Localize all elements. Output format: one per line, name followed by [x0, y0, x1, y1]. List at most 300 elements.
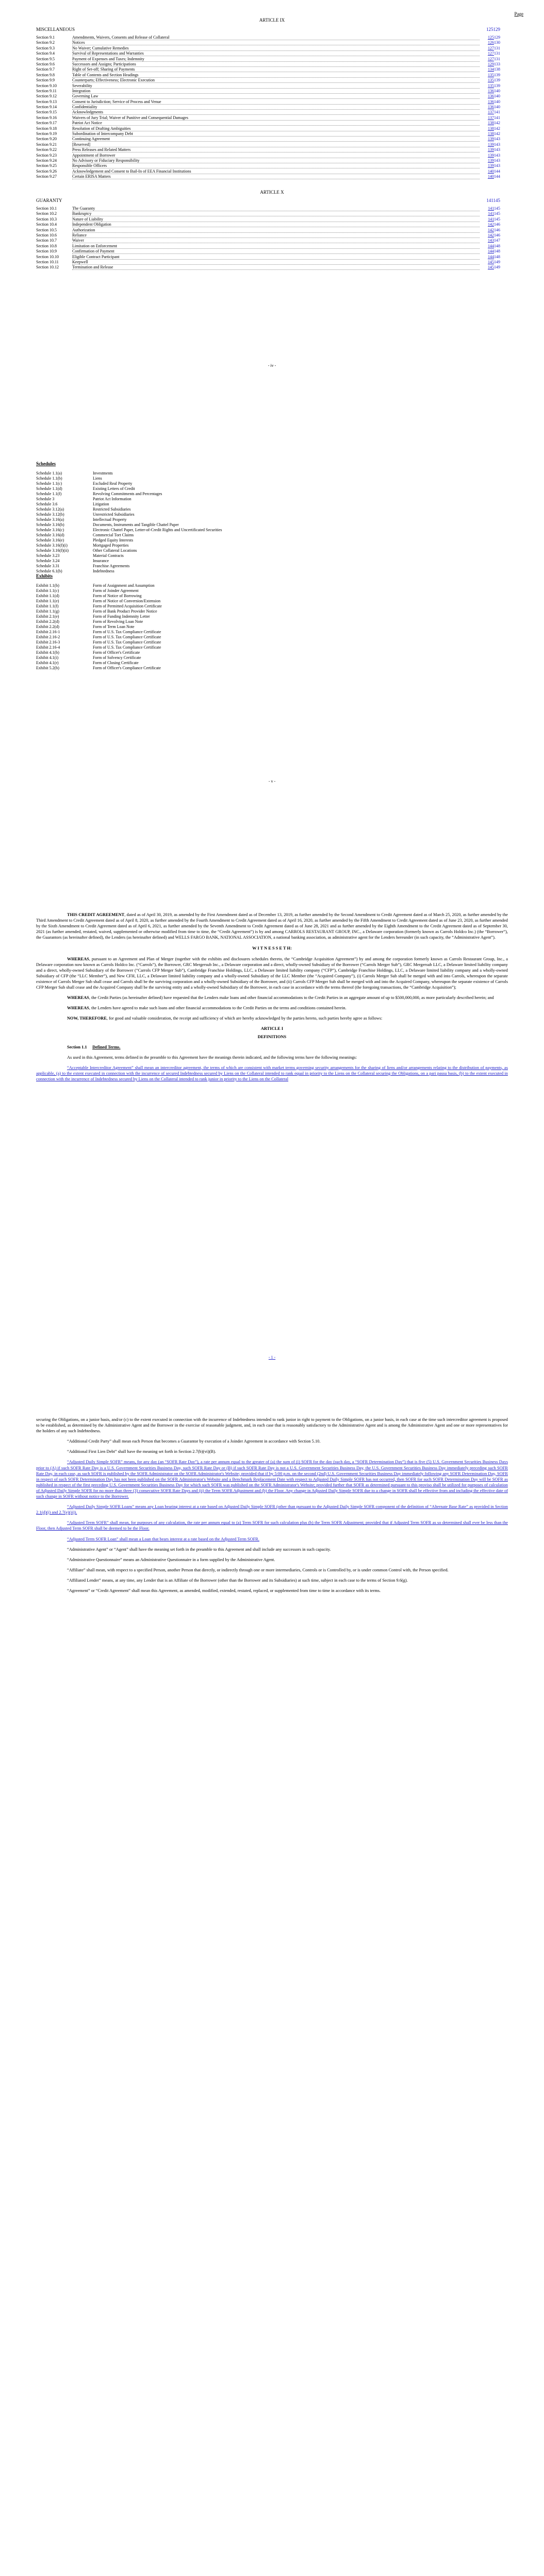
toc-section-number: Section 10.12	[36, 265, 59, 270]
schedule-description: Franchise Agreements	[93, 564, 130, 569]
exhibit-description: Form of U.S. Tax Compliance Certificate	[93, 645, 161, 650]
toc-section-number: Section 9.26	[36, 168, 57, 174]
toc-page-number[interactable]: 126130	[488, 40, 500, 45]
witnesseth: W I T N E S S E T H:	[252, 946, 292, 951]
toc-page-number[interactable]: 142146	[488, 232, 500, 238]
exhibit-row	[36, 645, 500, 650]
toc-section-title: Bankruptcy	[72, 211, 92, 216]
article10-toc	[36, 206, 500, 270]
toc-section-title: Successors and Assigns; Participations	[72, 61, 136, 66]
exhibit-row	[36, 640, 500, 645]
exhibit-row	[36, 650, 500, 655]
toc-row[interactable]	[36, 110, 500, 115]
article10-heading-page: 141145	[486, 198, 500, 203]
whereas-2: WHEREAS, the Credit Parties (as hereinafter defined) have requested that the Lenders make loans and other financial accommodations to the Credit Parties in an aggregate amount of up to $500,000,000, as more particularly described herein; and	[67, 995, 494, 1001]
schedule-row	[36, 548, 500, 553]
exhibit-description: Form of Permitted Acquisition Certificate	[93, 604, 162, 609]
toc-row[interactable]	[36, 94, 500, 99]
exhibit-row	[36, 588, 500, 594]
toc-row[interactable]	[36, 158, 500, 163]
toc-row[interactable]	[36, 57, 500, 62]
toc-section-number: Section 9.20	[36, 137, 57, 142]
toc-row[interactable]	[36, 78, 500, 83]
toc-page-number[interactable]: 136140	[488, 99, 500, 104]
toc-section-number: Section 9.8	[36, 72, 55, 77]
toc-page-number[interactable]: 137141	[488, 115, 500, 120]
page-label: Page	[514, 11, 523, 16]
toc-section-title: Resolution of Drafting Ambiguities	[72, 126, 131, 131]
section-1-1-heading: Section 1.1 Defined Terms.	[67, 1044, 121, 1049]
toc-page-number[interactable]: 140144	[488, 174, 500, 179]
schedule-description: Insurance	[93, 558, 109, 564]
toc-section-title: Keepwell	[72, 259, 88, 264]
toc-section-title: Appointment of Borrower	[72, 152, 116, 158]
toc-row[interactable]	[36, 249, 500, 254]
toc-row[interactable]	[36, 255, 500, 260]
schedule-description: Commercial Tort Claims	[93, 533, 134, 538]
def-affiliated-lender: “Affiliated Lender” means, at any time, any Lender that is an Affiliate of the Borrower (other than the Borrower and its Subsidiaries) at such time, subject in each case to the terms of Section 9.6(g).	[67, 1578, 408, 1583]
toc-section-number: Section 9.24	[36, 158, 57, 163]
toc-section-number: Section 10.5	[36, 227, 57, 232]
exhibit-id: Exhibit 1.1(b)	[36, 583, 59, 588]
schedule-description: Revolving Commitments and Percentages	[93, 492, 162, 497]
exhibit-id: Exhibit 2.16-2	[36, 635, 60, 640]
exhibit-id: Exhibit 1.1(g)	[36, 609, 59, 614]
exhibit-description: Form of U.S. Tax Compliance Certificate	[93, 635, 161, 640]
schedule-id: Schedule 3.16(f)(ii)	[36, 548, 69, 553]
exhibit-row	[36, 614, 500, 619]
schedule-description: Liens	[93, 476, 102, 481]
toc-section-number: Section 10.4	[36, 222, 57, 227]
exhibit-row	[36, 635, 500, 640]
toc-section-title: Notices	[72, 40, 85, 45]
toc-section-title: Acknowledgments	[72, 110, 103, 115]
toc-row[interactable]	[36, 83, 500, 89]
toc-page-number[interactable]: 127131	[488, 56, 500, 61]
toc-page-number[interactable]: 141145	[488, 216, 500, 222]
toc-page-number[interactable]: 145149	[488, 265, 500, 270]
toc-section-title: Governing Law	[72, 94, 98, 99]
schedule-id: Schedule 3.24	[36, 558, 60, 564]
schedule-description: Existing Letters of Credit	[93, 486, 135, 492]
def-administrative-questionnaire: “Administrative Questionnaire” means an Administrative Questionnaire in a form supplied by the Administrative Agent.	[67, 1557, 275, 1562]
toc-section-title: Limitation on Enforcement	[72, 243, 118, 248]
toc-row[interactable]	[36, 169, 500, 174]
toc-page-number[interactable]: 138142	[488, 121, 500, 126]
definitions-page-2	[36, 1417, 508, 1598]
toc-page-number[interactable]: 127131	[488, 51, 500, 56]
toc-row[interactable]	[36, 174, 500, 179]
toc-section-number: Section 10.2	[36, 211, 57, 216]
toc-row[interactable]	[36, 62, 500, 67]
toc-section-title: Press Releases and Related Matters	[72, 147, 131, 152]
toc-row[interactable]	[36, 105, 500, 110]
schedules-section	[36, 461, 500, 574]
toc-page-number[interactable]: 136140	[488, 94, 500, 99]
toc-section-title: Continuing Agreement	[72, 137, 110, 142]
schedule-description: Mortgaged Properties	[93, 543, 129, 548]
exhibit-description: Form of Notice of Conversion/Extension	[93, 599, 161, 604]
article9-title: ARTICLE IX	[259, 18, 285, 23]
toc-page-number[interactable]: 143147	[488, 238, 500, 243]
exhibit-row	[36, 583, 500, 588]
toc-page-number[interactable]: 138142	[488, 126, 500, 131]
toc-row[interactable]	[36, 217, 500, 222]
schedule-row	[36, 497, 500, 502]
toc-page-number[interactable]: 139143	[488, 163, 500, 168]
toc-page-number[interactable]: 129133	[488, 61, 500, 66]
toc-section-title: Confidentiality	[72, 105, 97, 110]
toc-page-number[interactable]: 142146	[488, 227, 500, 232]
toc-section-title: Subordination of Intercompany Debt	[72, 131, 133, 137]
exhibit-row	[36, 655, 500, 660]
toc-section-number: Section 9.17	[36, 121, 57, 126]
toc-section-title: No Advisory or Fiduciary Responsibility	[72, 158, 140, 163]
exhibit-description: Form of Officer's Compliance Certificate	[93, 666, 161, 671]
toc-page-number[interactable]: 144148	[488, 243, 500, 248]
toc-row[interactable]	[36, 211, 500, 216]
toc-row[interactable]	[36, 46, 500, 51]
toc-page-number[interactable]: 138142	[488, 131, 500, 137]
exhibit-row	[36, 619, 500, 624]
schedule-description: Excluded Real Property	[93, 481, 133, 486]
schedule-row	[36, 486, 500, 492]
toc-row[interactable]	[36, 137, 500, 142]
toc-row[interactable]	[36, 228, 500, 233]
whereas-3: WHEREAS, the Lenders have agreed to make such loans and other financial accommodations to the Credit Parties on the terms and conditions contained herein.	[67, 1006, 347, 1011]
schedule-description: Electronic Chattel Paper, Letter-of-Credit Rights and Uncertificated Securities	[93, 528, 222, 533]
toc-section-title: Table of Contents and Section Headings	[72, 72, 139, 77]
article1-title: ARTICLE I	[260, 1026, 284, 1031]
toc-row[interactable]	[36, 67, 500, 72]
exhibit-row	[36, 666, 500, 671]
toc-page-number[interactable]: 136140	[488, 105, 500, 110]
toc-row[interactable]	[36, 260, 500, 265]
exhibit-id: Exhibit 2.16-1	[36, 630, 60, 635]
toc-section-title: Amendments, Waivers, Consents and Release of Collateral	[72, 35, 170, 40]
exhibit-id: Exhibit 2.16-3	[36, 640, 60, 645]
exhibit-row	[36, 660, 500, 666]
exhibit-id: Exhibit 2.16-4	[36, 645, 60, 650]
schedule-id: Schedule 3	[36, 497, 55, 502]
toc-section-number: Section 9.6	[36, 61, 55, 66]
toc-section-title: Authorization	[72, 227, 95, 232]
exhibit-id: Exhibit 4.1(r)	[36, 660, 59, 666]
exhibits-heading: Exhibits	[36, 573, 53, 579]
toc-page-number[interactable]: 139143	[488, 142, 500, 147]
toc-section-number: Section 9.27	[36, 174, 57, 179]
toc-page-number[interactable]: 135139	[488, 83, 500, 88]
toc-section-title: Severability	[72, 83, 92, 88]
toc-section-title: Waiver	[72, 238, 84, 243]
toc-page-number[interactable]: 127131	[488, 45, 500, 50]
toc-section-number: Section 9.25	[36, 163, 57, 168]
toc-section-number: Section 10.10	[36, 254, 59, 259]
intro-paragraph: THIS CREDIT AGREEMENT, dated as of April 30, 2019, as amended by the First Amendment dated as of December 13, 2019, as further amended by the Second Amendment to Credit Agreement dated as of March 25, 2020, as further amended by the Third Amendment to Credit Agreement dated as of April 8, 2020, as further amended by the Fourth Amendment to Credit Agreement dated as of April 16, 2020, as further amended by the Fifth Amendment to Credit Agreement dated as of June 23, 2020, as further amended by the Sixth Amendment to Credit Agreement dated as of April 6, 2021, as further amended by the Seventh Amendment to Credit Agreement dated as of June 28, 2021 and as further amended by the Eighth Amendment to the Credit Agreement dated as of September 30, 2021 (as further amended, restated, waived, supplemented or otherwise modified from time to time, the “Credit Agreement”) is by and among CARROLS RESTAURANT GROUP, INC., a Delaware corporation (formerly known as Carrols Holdco Inc.) (the “Borrower”), the Guarantors (as hereinafter defined), the Lenders (as hereinafter defined) and WELLS FARGO BANK, NATIONAL ASSOCIATION, a national banking association, as administrative agent for the Lenders hereunder (in such capacity, the “Administrative Agent”).	[36, 912, 508, 940]
toc-section-number: Section 9.15	[36, 110, 57, 115]
agreement-body	[36, 912, 508, 1087]
exhibit-row	[36, 604, 500, 609]
schedule-row	[36, 512, 500, 517]
schedule-description: Restricted Subsidiaries	[93, 507, 131, 512]
exhibit-description: Form of Joinder Agreement	[93, 588, 139, 594]
toc-section-title: Right of Set-off; Sharing of Payments	[72, 67, 135, 72]
toc-section-number: Section 9.11	[36, 88, 57, 93]
toc-row[interactable]	[36, 35, 500, 40]
toc-section-number: Section 9.4	[36, 51, 55, 56]
exhibit-description: Form of Solvency Certificate	[93, 655, 141, 660]
toc-section-title: The Guaranty	[72, 206, 95, 211]
schedule-description: Pledged Equity Interests	[93, 538, 134, 543]
toc-row[interactable]	[36, 142, 500, 147]
schedule-row	[36, 553, 500, 558]
toc-row[interactable]	[36, 238, 500, 243]
toc-section-title: [Reserved]	[72, 142, 91, 147]
toc-section-number: Section 9.12	[36, 94, 57, 99]
toc-section-title: Integration	[72, 88, 91, 93]
schedule-description: Indebtedness	[93, 569, 114, 574]
toc-section-title: Reliance	[72, 232, 87, 238]
exhibit-id: Exhibit 1.1(d)	[36, 594, 59, 599]
def-adjusted-daily-simple-sofr-loans: “Adjusted Daily Simple SOFR Loans” means any Loan bearing interest at a rate based on Adjusted Daily Simple SOFR (other than pursuant to the Adjusted Daily Simple SOFR component of the definition of “Alternate Base Rate” as provided in Section 2.1(d)(i) and 2.7(e)(ii)).	[36, 1504, 508, 1515]
toc-row[interactable]	[36, 121, 500, 126]
toc-section-title: Patriot Act Notice	[72, 121, 102, 126]
schedule-row	[36, 507, 500, 512]
schedule-id: Schedule 3.16(b)	[36, 522, 64, 528]
schedule-description: Intellectual Property	[93, 517, 127, 522]
schedule-id: Schedule 1.1(a)	[36, 471, 62, 476]
schedule-row	[36, 533, 500, 538]
schedule-row	[36, 481, 500, 486]
exhibit-description: Form of Assignment and Assumption	[93, 583, 155, 588]
exhibit-description: Form of Bank Product Provider Notice	[93, 609, 157, 614]
toc-section-number: Section 9.7	[36, 67, 55, 72]
toc-section-number: Section 9.10	[36, 83, 57, 88]
exhibit-id: Exhibit 2.1(e)	[36, 614, 59, 619]
toc-section-title: Waivers of Jury Trial; Waiver of Punitive and Consequential Damages	[72, 115, 188, 120]
toc-row[interactable]	[36, 147, 500, 152]
def-adjusted-daily-simple-sofr: “Adjusted Daily Simple SOFR” means, for any day (an “SOFR Rate Day”), a rate per annum equal to the greater of (a) the sum of (i) SOFR for the day (such day, a “SOFR Determination Day”) that is five (5) U.S. Government Securities Business Days prior to (A) if such SOFR Rate Day is a U.S. Government Securities Business Day, such SOFR Rate Day or (B) if such SOFR Rate Day is not a U.S. Government Securities Business Day, the U.S. Government Securities Business Day immediately preceding such SOFR Rate Day, in each case, as such SOFR is published by the SOFR Administrator on the SOFR Administrator's Website; provided that if by 5:00 p.m. on the second (2nd) U.S. Government Securities Business Day immediately following any SOFR Determination Day, SOFR in respect of such SOFR Determination Day has not been published on the SOFR Administrator's Website and a Benchmark Replacement Date with respect to Adjusted Daily Simple SOFR has not occurred, then SOFR for such SOFR Determination Day will be SOFR as published in respect of the first preceding U.S. Government Securities Business Day for which such SOFR was published on the SOFR Administrator's Website; provided further that SOFR as determined pursuant to this proviso shall be utilized for purposes of calculation of Adjusted Daily Simple SOFR for no more than three (3) consecutive SOFR Rate Days and (ii) the Term SOFR Adjustment and (b) the Floor. Any change in Adjusted Daily Simple SOFR due to a change in SOFR shall be effective from and including the effective date of such change in SOFR without notice to the Borrower.	[36, 1460, 508, 1499]
schedule-row	[36, 543, 500, 548]
schedule-id: Schedule 3.16(a)	[36, 517, 64, 522]
toc-row[interactable]	[36, 89, 500, 94]
toc-section-number: Section 9.16	[36, 115, 57, 120]
toc-section-number: Section 9.3	[36, 45, 55, 50]
toc-page-number[interactable]: 141145	[488, 211, 500, 216]
def-adjusted-term-sofr-loan: “Adjusted Term SOFR Loan” shall mean a Loan that bears interest at a rate based on the Adjusted Term SOFR.	[67, 1536, 259, 1541]
exhibit-description: Form of Closing Certificate	[93, 660, 139, 666]
toc-page-number[interactable]: 134138	[488, 67, 500, 72]
schedule-id: Schedule 3.16(e)	[36, 538, 64, 543]
toc-page-number[interactable]: 142146	[488, 222, 500, 227]
toc-section-number: Section 10.6	[36, 232, 57, 238]
schedule-description: Documents, Instruments and Tangible Chattel Paper	[93, 522, 179, 528]
toc-row[interactable]	[36, 73, 500, 78]
schedule-row	[36, 558, 500, 564]
page-number-1: - 1 -	[268, 1355, 276, 1360]
toc-section-number: Section 10.1	[36, 206, 57, 211]
article1-subtitle: DEFINITIONS	[257, 1034, 287, 1039]
def-affiliate: “Affiliate” shall mean, with respect to a specified Person, another Person that directly, or indirectly through one or more intermediaries, Controls or is Controlled by, or is under common Control with, the Person specified.	[67, 1567, 449, 1572]
toc-section-number: Section 9.23	[36, 152, 57, 158]
article9-heading-page: 125129	[486, 27, 500, 32]
schedule-id: Schedule 3.16(d)	[36, 533, 64, 538]
toc-page-number[interactable]: 144148	[488, 249, 500, 254]
toc-section-number: Section 9.14	[36, 105, 57, 110]
toc-section-title: Consent to Jurisdiction; Service of Process and Venue	[72, 99, 161, 104]
schedule-description: Other Collateral Locations	[93, 548, 137, 553]
toc-section-number: Section 10.11	[36, 259, 59, 264]
schedule-id: Schedule 3.31	[36, 564, 60, 569]
schedule-description: Litigation	[93, 502, 109, 507]
exhibit-id: Exhibit 2.2(d)	[36, 619, 59, 624]
exhibit-description: Form of U.S. Tax Compliance Certificate	[93, 640, 161, 645]
exhibits-section	[36, 573, 500, 671]
whereas-1: WHEREAS, pursuant to an Agreement and Plan of Merger (together with the exhibits and disclosures schedules thereto, the “Cambridge Acquisition Agreement”) by and among the corporation formerly known as Carrols Restaurant Group, Inc., a Delaware corporation now known as Carrols Holdco Inc. (“Carrols”), the Borrower, GRC Mergersub Inc., a Delaware corporation and a direct, wholly-owned Subsidiary of the Borrower (“Carrols Merger Sub”), GRC Mergersub LLC, a Delaware limited liability company and a direct, wholly-owned Subsidiary of the Borrower (“Carrols CFP Merger Sub”), Cambridge Franchise Holdings, LLC, a Delaware limited liability company (“CFP”), Cambridge Franchise Holdings, LLC, a Delaware limited liability company and a wholly-owned Subsidiary of CFP (the “LLC Member”), and New CFH, LLC, a Delaware limited liability company and a wholly-owned Subsidiary of the LLC Member (the “Acquired Company”), (i) Carrols Merger Sub shall be merged with and into Carrols, whereupon the separate existence of Carrols Merger Sub shall cease and Carrols shall be the surviving corporation and a wholly-owned Subsidiary of the Borrower, and (ii) Carrols CFP Merger Sub shall be merged with and into the Acquired Company, whereupon the separate existence of Carrols CFP Merger Sub shall cease and the Acquired Company shall be the surviving entity and a wholly-owned Subsidiary of the Borrower, in each case in accordance with the terms thereof (the foregoing transactions, the “Cambridge Acquisition”);	[36, 956, 508, 990]
schedule-id: Schedule 1.1(d)	[36, 486, 62, 492]
exhibit-id: Exhibit 1.1(e)	[36, 599, 59, 604]
toc-section-number: Section 10.8	[36, 243, 57, 248]
schedule-id: Schedule 3.12(a)	[36, 507, 64, 512]
schedule-id: Schedule 3.23	[36, 553, 60, 558]
schedule-description: Material Contracts	[93, 553, 124, 558]
schedule-row	[36, 502, 500, 507]
toc-section-number: Section 10.9	[36, 249, 57, 254]
toc-section-number: Section 9.2	[36, 40, 55, 45]
toc-section-title: No Waiver; Cumulative Remedies	[72, 45, 129, 50]
schedule-id: Schedule 1.1(f)	[36, 492, 62, 497]
def-adjusted-term-sofr: “Adjusted Term SOFR” shall mean, for purposes of any calculation, the rate per annum equal to (a) Term SOFR for such calculation plus (b) the Term SOFR Adjustment; provided that if Adjusted Term SOFR as so determined shall ever be less than the Floor, then Adjusted Term SOFR shall be deemed to be the Floor.	[36, 1520, 508, 1531]
toc-section-title: Confirmation of Payment	[72, 249, 114, 254]
schedule-row	[36, 538, 500, 543]
schedule-row	[36, 476, 500, 481]
toc-section-number: Section 9.1	[36, 35, 55, 40]
def-acceptable-intercreditor: “Acceptable Intercreditor Agreement” shall mean an intercreditor agreement, the terms of which are consistent with market terms governing security arrangements for the sharing of liens and/or arrangements relating to the distribution of payments, as applicable, (a) to the extent executed in connection with the incurrence of secured Indebtedness secured by Liens on the Collateral intended to rank equal in priority to the Liens on the Collateral securing the Obligations, on a pari passu basis, (b) to the extent executed in connection with the incurrence of Indebtedness secured by Liens on the Collateral intended to rank junior in priority to the Liens on the Collateral	[36, 1065, 508, 1081]
schedules-heading: Schedules	[36, 461, 56, 466]
toc-page-number[interactable]: 139143	[488, 137, 500, 142]
toc-section-title: Responsible Officers	[72, 163, 107, 168]
article10-heading: GUARANTY 141145	[36, 198, 500, 203]
toc-row[interactable]	[36, 265, 500, 270]
toc-section-title: Acknowledgement and Consent to Bail-In of EEA Financial Institutions	[72, 168, 191, 174]
toc-row[interactable]	[36, 222, 500, 227]
toc-page-number[interactable]: 139143	[488, 152, 500, 158]
schedule-row	[36, 522, 500, 528]
exhibit-row	[36, 630, 500, 635]
schedule-row	[36, 564, 500, 569]
article9-heading: MISCELLANEOUS 125129	[36, 27, 500, 32]
toc-row[interactable]	[36, 40, 500, 45]
toc-section-number: Section 9.9	[36, 78, 55, 83]
toc-section-title: Eligible Contract Participant	[72, 254, 120, 259]
schedule-id: Schedule 1.1(b)	[36, 476, 62, 481]
exhibit-id: Exhibit 1.1(c)	[36, 588, 59, 594]
schedule-id: Schedule 3.12(b)	[36, 512, 64, 517]
exhibit-id: Exhibit 1.1(f)	[36, 604, 59, 609]
toc-page-number[interactable]: 141145	[488, 206, 500, 211]
toc-page-number[interactable]: 145149	[488, 259, 500, 264]
exhibit-row	[36, 594, 500, 599]
toc-page-number[interactable]: 137141	[488, 110, 500, 115]
toc-row[interactable]	[36, 51, 500, 56]
exhibit-description: Form of Officer's Certificate	[93, 650, 140, 655]
exhibit-description: Form of Revolving Loan Note	[93, 619, 143, 624]
toc-row[interactable]	[36, 244, 500, 249]
schedule-id: Schedule 3.16(c)	[36, 528, 64, 533]
toc-page-number[interactable]: 144148	[488, 254, 500, 259]
schedule-id: Schedule 6.1(b)	[36, 569, 62, 574]
exhibit-description: Form of Term Loan Note	[93, 624, 135, 630]
defined-terms-intro: As used in this Agreement, terms defined in the preamble to this Agreement have the meanings therein indicated, and the following terms have the following meanings:	[67, 1055, 357, 1060]
article9-toc	[36, 35, 500, 180]
toc-page-number[interactable]: 140144	[488, 168, 500, 174]
exhibit-id: Exhibit 4.1(b)	[36, 650, 59, 655]
schedule-row	[36, 492, 500, 497]
toc-section-title: Survival of Representations and Warranties	[72, 51, 144, 56]
toc-section-number: Section 10.7	[36, 238, 57, 243]
exhibit-row	[36, 599, 500, 604]
toc-page-number[interactable]: 125129	[488, 35, 500, 40]
toc-section-number: Section 9.13	[36, 99, 57, 104]
def-continuation: securing the Obligations, on a junior basis, and/or (c) to the extent executed in connection with the incurrence of Indebtedness intended to rank junior in right to payment to the Obligations, on a junior basis, in each case at the time such intercreditor agreement is proposed to be established, as determined by the Administrative Agent and the Borrower in the exercise of reasonable judgment, and, in each case that is reasonably satisfactory to the Administrative Agent and is among the Administrative Agent and one or more representatives for the holders of any such Indebtedness.	[36, 1417, 508, 1434]
toc-section-number: Section 9.5	[36, 56, 55, 61]
toc-row[interactable]	[36, 99, 500, 105]
page-number-iv: - iv -	[268, 363, 276, 368]
exhibit-row	[36, 609, 500, 614]
schedule-row	[36, 471, 500, 476]
schedule-description: Investments	[93, 471, 113, 476]
toc-section-title: Payment of Expenses and Taxes; Indemnity	[72, 56, 144, 61]
exhibit-id: Exhibit 4.1(i)	[36, 655, 59, 660]
toc-section-title: Certain ERISA Matters	[72, 174, 111, 179]
toc-section-number: Section 9.18	[36, 126, 57, 131]
toc-page-number[interactable]: 139143	[488, 158, 500, 163]
toc-page-number[interactable]: 135139	[488, 72, 500, 77]
toc-page-number[interactable]: 135139	[488, 78, 500, 83]
toc-section-title: Counterparts; Effectiveness; Electronic Execution	[72, 78, 155, 83]
schedule-id: Schedule 3.6	[36, 502, 58, 507]
toc-row[interactable]	[36, 163, 500, 168]
def-agreement: “Agreement” or “Credit Agreement” shall mean this Agreement, as amended, modified, extended, restated, replaced, or supplemented from time to time in accordance with its terms.	[67, 1588, 381, 1593]
def-additional-first-lien: “Additional First Lien Debt” shall have the meaning set forth in Section 2.7(b)(vi)(B).	[67, 1449, 216, 1454]
toc-section-title: Independent Obligation	[72, 222, 111, 227]
toc-page-number[interactable]: 139143	[488, 147, 500, 152]
def-additional-credit-party: “Additional Credit Party” shall mean each Person that becomes a Guarantor by execution of a Joinder Agreement in accordance with Section 5.10.	[67, 1439, 321, 1444]
toc-row[interactable]	[36, 233, 500, 238]
toc-row[interactable]	[36, 115, 500, 121]
toc-section-title: Termination and Release	[72, 265, 113, 270]
toc-row[interactable]	[36, 126, 500, 131]
exhibit-description: Form of Notice of Borrowing	[93, 594, 142, 599]
schedule-description: Patriot Act Information	[93, 497, 131, 502]
toc-section-number: Section 9.22	[36, 147, 57, 152]
page-number-v: - v -	[268, 779, 276, 784]
now-therefore: NOW, THEREFORE, for good and valuable consideration, the receipt and sufficiency of which are hereby acknowledged by the parties hereto, such parties hereby agree as follows:	[67, 1016, 383, 1021]
toc-section-number: Section 9.21	[36, 142, 57, 147]
article10-title: ARTICLE X	[260, 190, 284, 195]
toc-row[interactable]	[36, 206, 500, 211]
def-administrative-agent: “Administrative Agent” or “Agent” shall have the meaning set forth in the preamble to this Agreement and shall include any successors in such capacity.	[67, 1547, 331, 1552]
toc-row[interactable]	[36, 131, 500, 137]
exhibit-description: Form of Funding Indemnity Letter	[93, 614, 150, 619]
schedule-row	[36, 517, 500, 522]
toc-row[interactable]	[36, 153, 500, 158]
toc-page-number[interactable]: 136140	[488, 88, 500, 93]
toc-section-number: Section 10.3	[36, 216, 57, 222]
schedule-description: Unrestricted Subsidiaries	[93, 512, 135, 517]
schedule-id: Schedule 1.1(c)	[36, 481, 62, 486]
exhibit-id: Exhibit 2.2(d)	[36, 624, 59, 630]
